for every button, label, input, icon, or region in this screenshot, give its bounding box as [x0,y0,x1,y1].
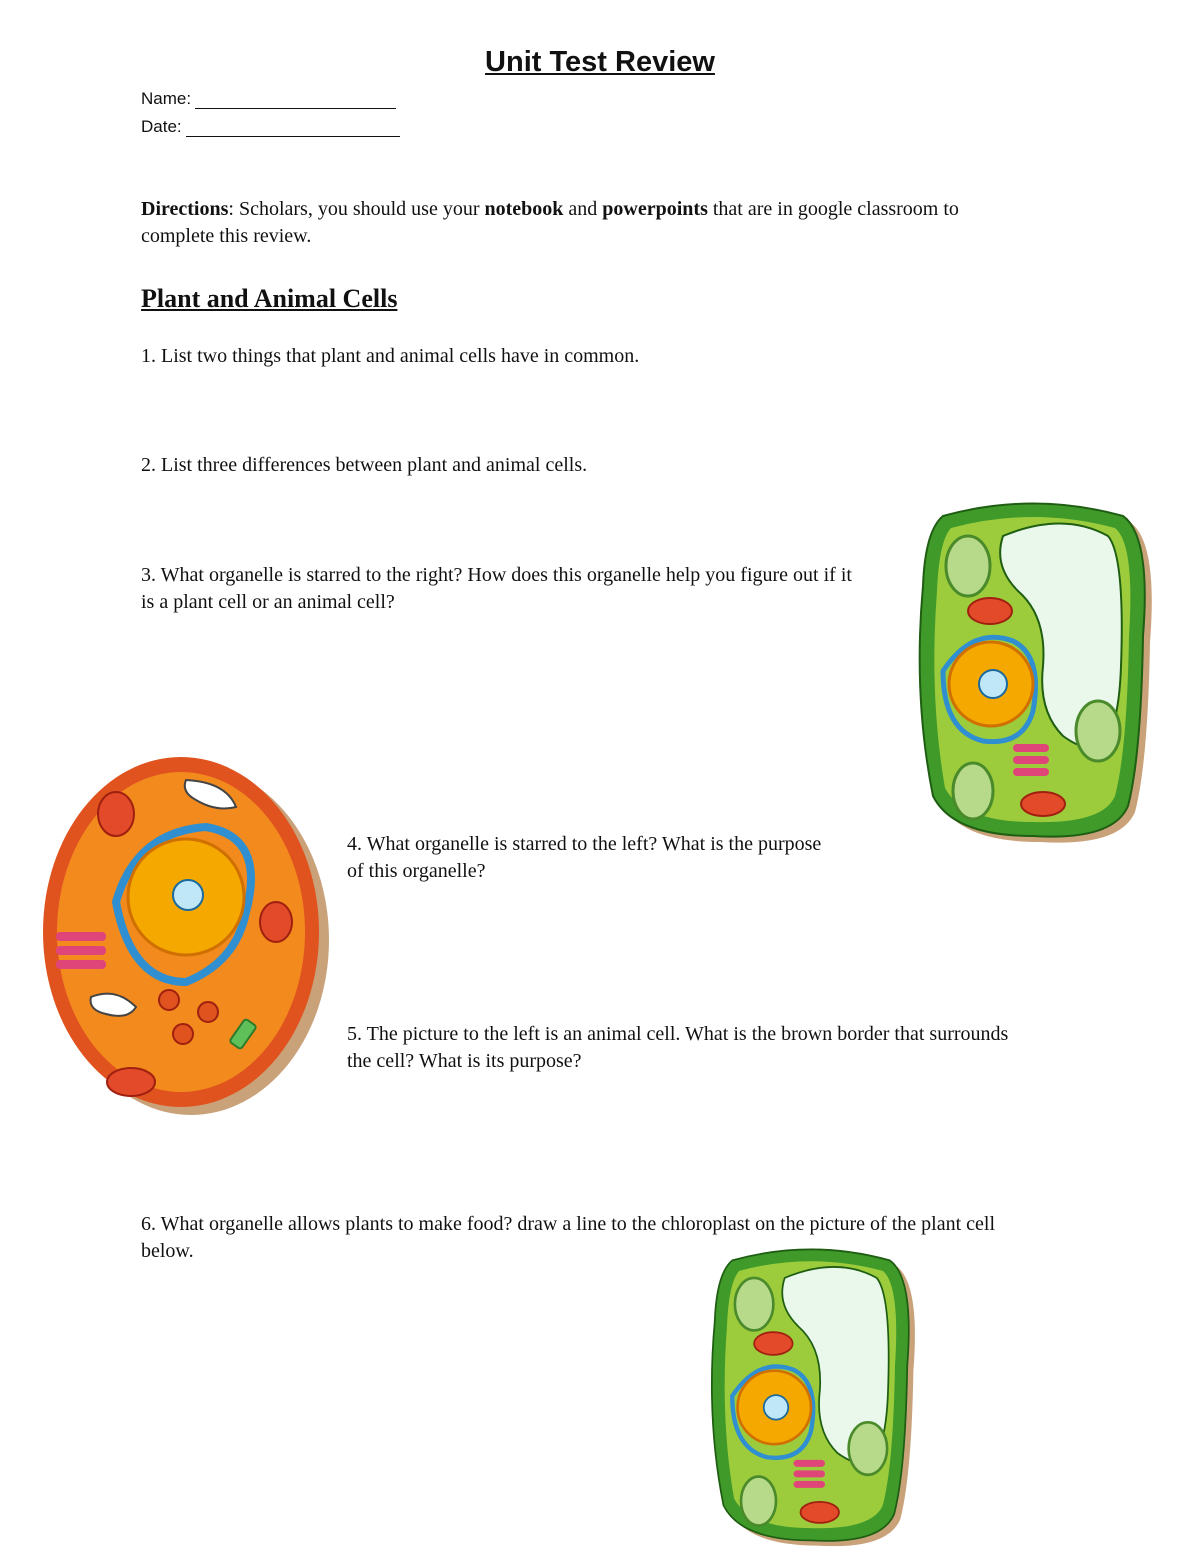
plant-cell-illustration-bottom [706,1240,916,1552]
directions-text-3: that are in google classroom to complete this review. [141,198,959,247]
date-blank-line[interactable] [186,120,400,137]
date-field[interactable] [141,117,400,137]
directions-bold-powerpoints: powerpoints [602,198,708,220]
name-blank-line[interactable] [195,92,396,109]
question-4: 4. What organelle is starred to the left? What is the purpose of this organelle? [347,833,822,882]
directions-text-2: and [563,198,603,220]
name-field[interactable] [141,89,396,109]
question-6: 6. What organelle allows plants to make food? draw a line to the chloroplast on the picture of the plant cell below. [141,1213,996,1262]
page-title: Unit Test Review [485,46,715,78]
question-5: 5. The picture to the left is an animal cell. What is the brown border that surrounds the cell? What is its purpose? [347,1023,1009,1072]
question-1: 1. List two things that plant and animal cells have in common. [141,345,640,367]
question-3: 3. What organelle is starred to the right? How does this organelle help you figure out if it is a plant cell or an animal cell? [141,564,852,613]
directions-label: Directions [141,198,229,220]
animal-cell-illustration [36,752,336,1122]
name-label: Name: [141,89,192,108]
section-heading: Plant and Animal Cells [141,284,398,313]
directions-text-1: : Scholars, you should use your [228,198,485,220]
directions-paragraph [141,196,1021,250]
date-label: Date: [141,117,182,136]
plant-cell-illustration-top [913,496,1153,846]
directions-bold-notebook: notebook [484,198,564,220]
question-2: 2. List three differences between plant and animal cells. [141,454,588,476]
